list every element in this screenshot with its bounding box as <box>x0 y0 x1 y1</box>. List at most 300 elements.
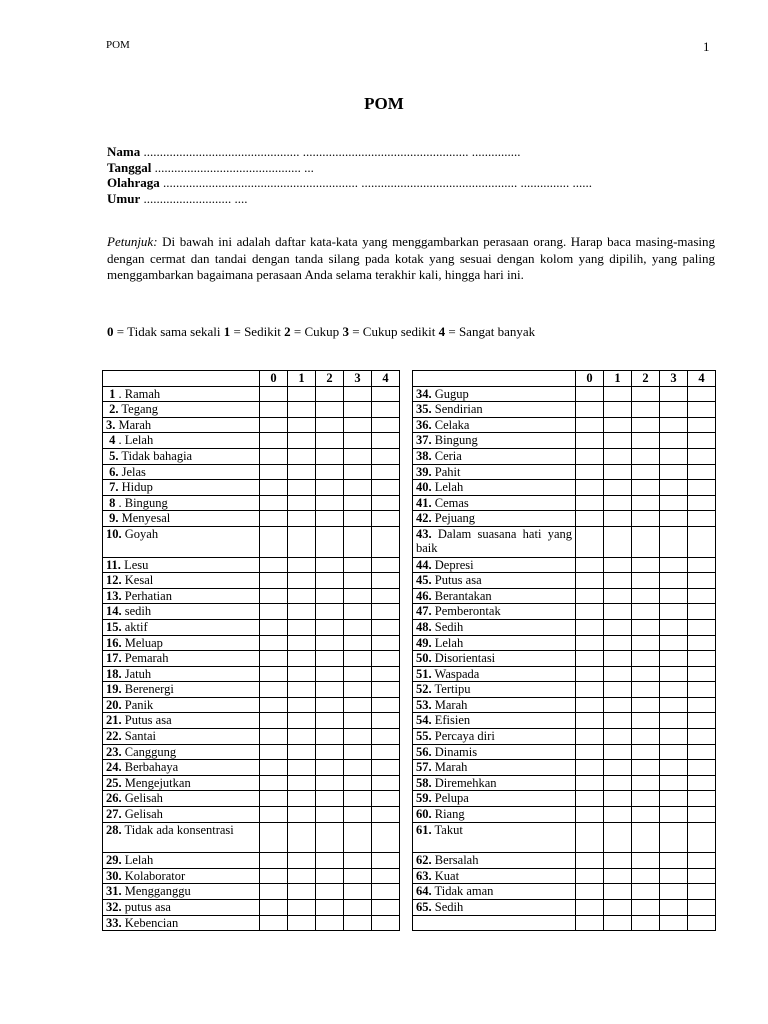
rating-cell-2[interactable] <box>632 604 660 620</box>
rating-cell-2[interactable] <box>632 682 660 698</box>
rating-cell-0[interactable] <box>576 915 604 931</box>
rating-cell-0[interactable] <box>576 511 604 527</box>
rating-cell-2[interactable] <box>632 635 660 651</box>
rating-cell-4[interactable] <box>688 807 716 823</box>
rating-cell-3[interactable] <box>344 915 372 931</box>
rating-cell-0[interactable] <box>260 448 288 464</box>
rating-cell-2[interactable] <box>316 682 344 698</box>
rating-cell-3[interactable] <box>660 433 688 449</box>
rating-cell-3[interactable] <box>344 775 372 791</box>
rating-cell-1[interactable] <box>288 417 316 433</box>
rating-cell-0[interactable] <box>260 822 288 853</box>
rating-cell-0[interactable] <box>576 417 604 433</box>
rating-cell-0[interactable] <box>576 526 604 557</box>
rating-cell-3[interactable] <box>344 900 372 916</box>
rating-cell-0[interactable] <box>576 604 604 620</box>
rating-cell-4[interactable] <box>688 417 716 433</box>
rating-cell-0[interactable] <box>576 588 604 604</box>
rating-cell-0[interactable] <box>576 713 604 729</box>
rating-cell-3[interactable] <box>660 697 688 713</box>
rating-cell-3[interactable] <box>344 588 372 604</box>
rating-cell-2[interactable] <box>632 417 660 433</box>
rating-cell-1[interactable] <box>288 807 316 823</box>
rating-cell-3[interactable] <box>344 557 372 573</box>
rating-cell-4[interactable] <box>688 511 716 527</box>
rating-cell-1[interactable] <box>288 760 316 776</box>
rating-cell-3[interactable] <box>344 386 372 402</box>
rating-cell-1[interactable] <box>604 651 632 667</box>
rating-cell-3[interactable] <box>344 760 372 776</box>
rating-cell-3[interactable] <box>660 386 688 402</box>
rating-cell-2[interactable] <box>316 900 344 916</box>
rating-cell-1[interactable] <box>604 417 632 433</box>
rating-cell-4[interactable] <box>372 526 400 557</box>
rating-cell-3[interactable] <box>344 448 372 464</box>
rating-cell-2[interactable] <box>316 588 344 604</box>
rating-cell-2[interactable] <box>632 480 660 496</box>
rating-cell-2[interactable] <box>632 557 660 573</box>
rating-cell-1[interactable] <box>604 526 632 557</box>
rating-cell-3[interactable] <box>660 526 688 557</box>
rating-cell-0[interactable] <box>576 480 604 496</box>
rating-cell-0[interactable] <box>260 713 288 729</box>
rating-cell-2[interactable] <box>316 448 344 464</box>
rating-cell-3[interactable] <box>660 729 688 745</box>
rating-cell-4[interactable] <box>372 775 400 791</box>
rating-cell-2[interactable] <box>316 402 344 418</box>
rating-cell-2[interactable] <box>316 713 344 729</box>
rating-cell-0[interactable] <box>260 417 288 433</box>
rating-cell-1[interactable] <box>604 775 632 791</box>
rating-cell-3[interactable] <box>344 480 372 496</box>
rating-cell-1[interactable] <box>288 402 316 418</box>
rating-cell-4[interactable] <box>688 448 716 464</box>
rating-cell-1[interactable] <box>288 744 316 760</box>
rating-cell-3[interactable] <box>344 713 372 729</box>
rating-cell-1[interactable] <box>604 868 632 884</box>
rating-cell-1[interactable] <box>604 853 632 869</box>
rating-cell-2[interactable] <box>316 760 344 776</box>
rating-cell-3[interactable] <box>660 868 688 884</box>
rating-cell-1[interactable] <box>288 651 316 667</box>
rating-cell-3[interactable] <box>660 417 688 433</box>
rating-cell-0[interactable] <box>576 744 604 760</box>
rating-cell-3[interactable] <box>660 480 688 496</box>
rating-cell-4[interactable] <box>688 713 716 729</box>
rating-cell-3[interactable] <box>344 791 372 807</box>
rating-cell-3[interactable] <box>660 448 688 464</box>
rating-cell-2[interactable] <box>632 900 660 916</box>
rating-cell-0[interactable] <box>260 604 288 620</box>
rating-cell-0[interactable] <box>260 900 288 916</box>
rating-cell-2[interactable] <box>632 386 660 402</box>
rating-cell-0[interactable] <box>260 573 288 589</box>
rating-cell-3[interactable] <box>344 884 372 900</box>
rating-cell-4[interactable] <box>688 729 716 745</box>
rating-cell-1[interactable] <box>604 884 632 900</box>
rating-cell-0[interactable] <box>260 729 288 745</box>
rating-cell-2[interactable] <box>316 417 344 433</box>
rating-cell-0[interactable] <box>260 464 288 480</box>
rating-cell-2[interactable] <box>632 495 660 511</box>
rating-cell-1[interactable] <box>604 588 632 604</box>
rating-cell-2[interactable] <box>316 697 344 713</box>
rating-cell-2[interactable] <box>632 619 660 635</box>
rating-cell-1[interactable] <box>288 495 316 511</box>
rating-cell-2[interactable] <box>632 433 660 449</box>
rating-cell-3[interactable] <box>344 697 372 713</box>
rating-cell-1[interactable] <box>604 448 632 464</box>
rating-cell-0[interactable] <box>260 495 288 511</box>
rating-cell-1[interactable] <box>604 822 632 853</box>
rating-cell-2[interactable] <box>632 791 660 807</box>
rating-cell-1[interactable] <box>288 666 316 682</box>
rating-cell-1[interactable] <box>604 900 632 916</box>
rating-cell-1[interactable] <box>604 619 632 635</box>
rating-cell-3[interactable] <box>660 604 688 620</box>
rating-cell-3[interactable] <box>660 853 688 869</box>
rating-cell-4[interactable] <box>372 791 400 807</box>
rating-cell-4[interactable] <box>688 697 716 713</box>
rating-cell-2[interactable] <box>316 853 344 869</box>
rating-cell-0[interactable] <box>576 651 604 667</box>
rating-cell-2[interactable] <box>632 448 660 464</box>
rating-cell-1[interactable] <box>604 557 632 573</box>
rating-cell-0[interactable] <box>260 635 288 651</box>
rating-cell-4[interactable] <box>372 557 400 573</box>
rating-cell-1[interactable] <box>604 791 632 807</box>
rating-cell-3[interactable] <box>660 791 688 807</box>
rating-cell-4[interactable] <box>688 775 716 791</box>
rating-cell-0[interactable] <box>260 526 288 557</box>
rating-cell-4[interactable] <box>688 822 716 853</box>
rating-cell-0[interactable] <box>576 495 604 511</box>
rating-cell-2[interactable] <box>316 573 344 589</box>
rating-cell-4[interactable] <box>372 464 400 480</box>
rating-cell-4[interactable] <box>372 604 400 620</box>
rating-cell-1[interactable] <box>604 635 632 651</box>
rating-cell-4[interactable] <box>372 884 400 900</box>
rating-cell-0[interactable] <box>260 557 288 573</box>
rating-cell-0[interactable] <box>260 651 288 667</box>
rating-cell-4[interactable] <box>372 760 400 776</box>
rating-cell-0[interactable] <box>576 464 604 480</box>
rating-cell-4[interactable] <box>372 853 400 869</box>
rating-cell-2[interactable] <box>632 713 660 729</box>
rating-cell-1[interactable] <box>288 900 316 916</box>
rating-cell-2[interactable] <box>632 651 660 667</box>
rating-cell-4[interactable] <box>688 402 716 418</box>
rating-cell-4[interactable] <box>372 807 400 823</box>
rating-cell-2[interactable] <box>316 729 344 745</box>
rating-cell-2[interactable] <box>632 729 660 745</box>
rating-cell-4[interactable] <box>372 402 400 418</box>
rating-cell-0[interactable] <box>260 697 288 713</box>
rating-cell-2[interactable] <box>316 868 344 884</box>
rating-cell-2[interactable] <box>632 807 660 823</box>
rating-cell-1[interactable] <box>604 464 632 480</box>
rating-cell-3[interactable] <box>344 511 372 527</box>
rating-cell-3[interactable] <box>660 573 688 589</box>
rating-cell-2[interactable] <box>632 915 660 931</box>
rating-cell-2[interactable] <box>316 511 344 527</box>
rating-cell-0[interactable] <box>260 588 288 604</box>
rating-cell-3[interactable] <box>660 402 688 418</box>
rating-cell-2[interactable] <box>316 807 344 823</box>
rating-cell-1[interactable] <box>288 697 316 713</box>
rating-cell-0[interactable] <box>260 386 288 402</box>
rating-cell-4[interactable] <box>688 526 716 557</box>
rating-cell-2[interactable] <box>632 666 660 682</box>
rating-cell-4[interactable] <box>688 868 716 884</box>
rating-cell-4[interactable] <box>372 448 400 464</box>
rating-cell-0[interactable] <box>576 900 604 916</box>
rating-cell-2[interactable] <box>316 619 344 635</box>
rating-cell-1[interactable] <box>288 868 316 884</box>
rating-cell-4[interactable] <box>372 666 400 682</box>
rating-cell-0[interactable] <box>576 729 604 745</box>
rating-cell-1[interactable] <box>604 511 632 527</box>
rating-cell-2[interactable] <box>316 884 344 900</box>
rating-cell-2[interactable] <box>632 775 660 791</box>
rating-cell-1[interactable] <box>604 402 632 418</box>
rating-cell-0[interactable] <box>576 557 604 573</box>
rating-cell-3[interactable] <box>660 588 688 604</box>
rating-cell-3[interactable] <box>344 682 372 698</box>
rating-cell-3[interactable] <box>344 853 372 869</box>
rating-cell-1[interactable] <box>288 682 316 698</box>
rating-cell-0[interactable] <box>576 635 604 651</box>
rating-cell-3[interactable] <box>660 713 688 729</box>
rating-cell-0[interactable] <box>260 433 288 449</box>
rating-cell-1[interactable] <box>288 511 316 527</box>
rating-cell-2[interactable] <box>632 573 660 589</box>
rating-cell-1[interactable] <box>604 729 632 745</box>
rating-cell-0[interactable] <box>260 619 288 635</box>
rating-cell-3[interactable] <box>344 526 372 557</box>
rating-cell-4[interactable] <box>688 635 716 651</box>
rating-cell-3[interactable] <box>344 402 372 418</box>
rating-cell-1[interactable] <box>288 853 316 869</box>
rating-cell-3[interactable] <box>344 417 372 433</box>
rating-cell-1[interactable] <box>604 433 632 449</box>
rating-cell-1[interactable] <box>604 744 632 760</box>
rating-cell-4[interactable] <box>372 729 400 745</box>
rating-cell-3[interactable] <box>344 651 372 667</box>
rating-cell-0[interactable] <box>576 386 604 402</box>
rating-cell-1[interactable] <box>288 822 316 853</box>
rating-cell-3[interactable] <box>344 744 372 760</box>
rating-cell-0[interactable] <box>576 666 604 682</box>
rating-cell-4[interactable] <box>372 915 400 931</box>
rating-cell-4[interactable] <box>688 588 716 604</box>
rating-cell-1[interactable] <box>288 464 316 480</box>
rating-cell-0[interactable] <box>260 791 288 807</box>
rating-cell-1[interactable] <box>288 619 316 635</box>
rating-cell-3[interactable] <box>660 495 688 511</box>
rating-cell-1[interactable] <box>288 433 316 449</box>
rating-cell-2[interactable] <box>632 884 660 900</box>
rating-cell-0[interactable] <box>260 744 288 760</box>
rating-cell-2[interactable] <box>316 604 344 620</box>
rating-cell-0[interactable] <box>260 884 288 900</box>
rating-cell-4[interactable] <box>372 386 400 402</box>
rating-cell-2[interactable] <box>316 791 344 807</box>
rating-cell-4[interactable] <box>688 651 716 667</box>
rating-cell-2[interactable] <box>632 588 660 604</box>
rating-cell-4[interactable] <box>688 619 716 635</box>
rating-cell-3[interactable] <box>344 495 372 511</box>
rating-cell-4[interactable] <box>372 573 400 589</box>
rating-cell-0[interactable] <box>576 868 604 884</box>
rating-cell-1[interactable] <box>604 480 632 496</box>
rating-cell-1[interactable] <box>604 697 632 713</box>
rating-cell-2[interactable] <box>316 495 344 511</box>
rating-cell-0[interactable] <box>576 807 604 823</box>
rating-cell-2[interactable] <box>632 402 660 418</box>
rating-cell-1[interactable] <box>288 791 316 807</box>
rating-cell-0[interactable] <box>576 682 604 698</box>
rating-cell-4[interactable] <box>372 900 400 916</box>
rating-cell-4[interactable] <box>372 822 400 853</box>
rating-cell-2[interactable] <box>632 760 660 776</box>
rating-cell-3[interactable] <box>660 464 688 480</box>
rating-cell-3[interactable] <box>344 807 372 823</box>
rating-cell-1[interactable] <box>288 526 316 557</box>
rating-cell-4[interactable] <box>372 511 400 527</box>
rating-cell-4[interactable] <box>688 495 716 511</box>
rating-cell-3[interactable] <box>344 604 372 620</box>
rating-cell-2[interactable] <box>632 822 660 853</box>
rating-cell-0[interactable] <box>576 822 604 853</box>
field-nama[interactable] <box>107 144 592 160</box>
rating-cell-4[interactable] <box>688 682 716 698</box>
rating-cell-0[interactable] <box>260 511 288 527</box>
rating-cell-0[interactable] <box>260 480 288 496</box>
rating-cell-4[interactable] <box>372 651 400 667</box>
rating-cell-1[interactable] <box>288 915 316 931</box>
rating-cell-4[interactable] <box>372 682 400 698</box>
rating-cell-2[interactable] <box>632 511 660 527</box>
rating-cell-2[interactable] <box>316 744 344 760</box>
rating-cell-1[interactable] <box>604 666 632 682</box>
rating-cell-2[interactable] <box>316 775 344 791</box>
rating-cell-1[interactable] <box>288 588 316 604</box>
rating-cell-0[interactable] <box>576 775 604 791</box>
rating-cell-2[interactable] <box>316 822 344 853</box>
rating-cell-4[interactable] <box>688 386 716 402</box>
rating-cell-0[interactable] <box>576 619 604 635</box>
rating-cell-4[interactable] <box>688 760 716 776</box>
rating-cell-0[interactable] <box>576 697 604 713</box>
rating-cell-4[interactable] <box>688 744 716 760</box>
rating-cell-4[interactable] <box>688 433 716 449</box>
rating-cell-3[interactable] <box>660 619 688 635</box>
rating-cell-1[interactable] <box>604 573 632 589</box>
rating-cell-1[interactable] <box>288 729 316 745</box>
rating-cell-1[interactable] <box>604 915 632 931</box>
rating-cell-1[interactable] <box>288 884 316 900</box>
rating-cell-2[interactable] <box>316 651 344 667</box>
rating-cell-4[interactable] <box>688 853 716 869</box>
rating-cell-3[interactable] <box>660 744 688 760</box>
rating-cell-3[interactable] <box>344 464 372 480</box>
rating-cell-3[interactable] <box>344 822 372 853</box>
rating-cell-2[interactable] <box>632 744 660 760</box>
rating-cell-2[interactable] <box>316 915 344 931</box>
rating-cell-4[interactable] <box>688 791 716 807</box>
rating-cell-4[interactable] <box>372 495 400 511</box>
rating-cell-0[interactable] <box>260 853 288 869</box>
rating-cell-2[interactable] <box>632 697 660 713</box>
rating-cell-3[interactable] <box>660 915 688 931</box>
rating-cell-1[interactable] <box>288 557 316 573</box>
rating-cell-3[interactable] <box>344 573 372 589</box>
rating-cell-4[interactable] <box>372 417 400 433</box>
rating-cell-1[interactable] <box>604 495 632 511</box>
rating-cell-3[interactable] <box>344 433 372 449</box>
rating-cell-2[interactable] <box>632 868 660 884</box>
rating-cell-0[interactable] <box>576 853 604 869</box>
rating-cell-0[interactable] <box>576 791 604 807</box>
rating-cell-3[interactable] <box>660 822 688 853</box>
rating-cell-1[interactable] <box>288 448 316 464</box>
rating-cell-3[interactable] <box>660 807 688 823</box>
rating-cell-4[interactable] <box>688 666 716 682</box>
rating-cell-4[interactable] <box>688 573 716 589</box>
rating-cell-4[interactable] <box>688 604 716 620</box>
rating-cell-1[interactable] <box>288 713 316 729</box>
rating-cell-1[interactable] <box>604 713 632 729</box>
rating-cell-1[interactable] <box>288 573 316 589</box>
rating-cell-3[interactable] <box>344 868 372 884</box>
rating-cell-2[interactable] <box>632 853 660 869</box>
rating-cell-1[interactable] <box>288 386 316 402</box>
rating-cell-4[interactable] <box>688 557 716 573</box>
rating-cell-4[interactable] <box>372 868 400 884</box>
rating-cell-0[interactable] <box>576 760 604 776</box>
rating-cell-3[interactable] <box>344 729 372 745</box>
rating-cell-1[interactable] <box>288 604 316 620</box>
rating-cell-3[interactable] <box>660 900 688 916</box>
rating-cell-3[interactable] <box>660 557 688 573</box>
rating-cell-2[interactable] <box>316 433 344 449</box>
rating-cell-1[interactable] <box>604 386 632 402</box>
rating-cell-2[interactable] <box>632 464 660 480</box>
rating-cell-0[interactable] <box>576 402 604 418</box>
rating-cell-2[interactable] <box>316 666 344 682</box>
rating-cell-3[interactable] <box>660 511 688 527</box>
rating-cell-0[interactable] <box>576 884 604 900</box>
rating-cell-3[interactable] <box>660 666 688 682</box>
rating-cell-0[interactable] <box>260 760 288 776</box>
field-umur[interactable] <box>107 191 592 207</box>
rating-cell-0[interactable] <box>576 573 604 589</box>
rating-cell-2[interactable] <box>316 464 344 480</box>
rating-cell-1[interactable] <box>604 604 632 620</box>
rating-cell-4[interactable] <box>688 464 716 480</box>
rating-cell-4[interactable] <box>372 433 400 449</box>
rating-cell-4[interactable] <box>372 588 400 604</box>
rating-cell-4[interactable] <box>372 635 400 651</box>
rating-cell-2[interactable] <box>316 526 344 557</box>
rating-cell-2[interactable] <box>316 386 344 402</box>
rating-cell-4[interactable] <box>372 697 400 713</box>
rating-cell-2[interactable] <box>316 557 344 573</box>
rating-cell-0[interactable] <box>260 775 288 791</box>
rating-cell-2[interactable] <box>632 526 660 557</box>
rating-cell-0[interactable] <box>260 807 288 823</box>
